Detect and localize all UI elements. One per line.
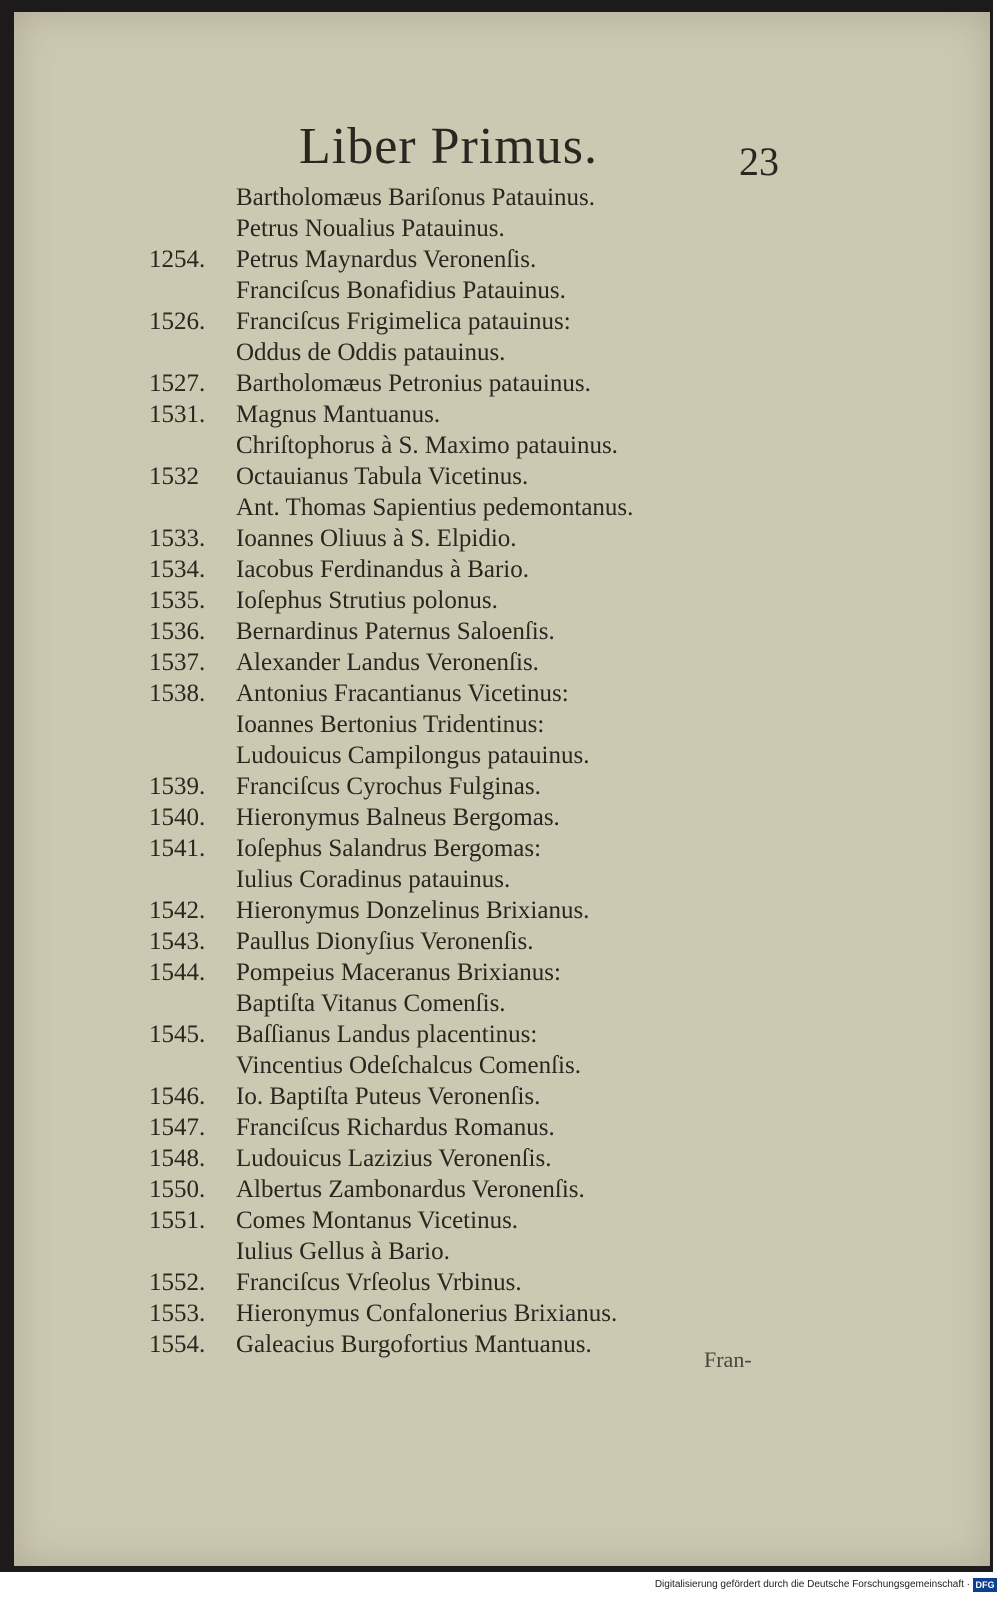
entry-year: 1533. <box>149 525 206 552</box>
entry-name: Petrus Noualius Patauinus. <box>236 215 505 242</box>
entry-name: Alexander Landus Veronenſis. <box>236 649 539 676</box>
digitization-credit: Digitalisierung gefördert durch die Deutsche Forschungsgemeinschaft · <box>654 1579 970 1590</box>
list-item <box>14 740 990 771</box>
entry-name: Hieronymus Confalonerius Brixianus. <box>236 1300 618 1327</box>
entry-year <box>149 275 239 306</box>
list-item <box>14 182 990 213</box>
list-item <box>14 802 990 833</box>
dfg-logo[interactable]: DFG <box>973 1578 997 1592</box>
entry-name: Albertus Zambonardus Veronenſis. <box>236 1176 585 1203</box>
entry-name: Iulius Gellus à Bario. <box>236 1238 450 1265</box>
entry-year: 1542. <box>149 897 206 924</box>
entry-name: Octauianus Tabula Vicetinus. <box>236 463 529 490</box>
entry-name: Petrus Maynardus Veronenſis. <box>236 246 537 273</box>
list-item <box>14 1267 990 1298</box>
list-item <box>14 1236 990 1267</box>
entry-name: Galeacius Burgofortius Mantuanus. <box>236 1331 592 1358</box>
list-item <box>14 461 990 492</box>
entry-name: Iacobus Ferdinandus à Bario. <box>236 556 529 583</box>
list-item <box>14 988 990 1019</box>
list-item <box>14 1329 990 1360</box>
entry-year: 1550. <box>149 1176 206 1203</box>
entry-year <box>149 1236 239 1267</box>
entry-year <box>149 213 239 244</box>
list-item <box>14 895 990 926</box>
entry-list <box>14 182 990 1360</box>
entry-name: Ioannes Oliuus à S. Elpidio. <box>236 525 517 552</box>
list-item <box>14 368 990 399</box>
entry-year: 1547. <box>149 1114 206 1141</box>
list-item <box>14 1081 990 1112</box>
entry-year: 1539. <box>149 773 206 800</box>
entry-name: Antonius Fracantianus Vicetinus: <box>236 680 569 707</box>
list-item <box>14 926 990 957</box>
list-item <box>14 1298 990 1329</box>
entry-name: Magnus Mantuanus. <box>236 401 441 428</box>
list-item <box>14 523 990 554</box>
list-item <box>14 957 990 988</box>
entry-name: Ludouicus Campilongus patauinus. <box>236 742 590 769</box>
list-item <box>14 771 990 802</box>
entry-year: 1548. <box>149 1145 206 1172</box>
list-item <box>14 430 990 461</box>
entry-name: Ioannes Bertonius Tridentinus: <box>236 711 545 738</box>
entry-year <box>149 709 239 740</box>
list-item <box>14 1050 990 1081</box>
list-item <box>14 616 990 647</box>
list-item <box>14 275 990 306</box>
list-item <box>14 306 990 337</box>
entry-year: 1534. <box>149 556 206 583</box>
entry-year: 1538. <box>149 680 206 707</box>
list-item <box>14 399 990 430</box>
list-item <box>14 337 990 368</box>
catchword: Fran- <box>704 1347 752 1372</box>
entry-year: 1546. <box>149 1083 206 1110</box>
entry-year: 1532 <box>149 463 199 490</box>
entry-year: 1545. <box>149 1021 206 1048</box>
list-item <box>14 244 990 275</box>
entry-name: Baptiſta Vitanus Comenſis. <box>236 990 506 1017</box>
list-item <box>14 585 990 616</box>
entry-name: Franciſcus Richardus Romanus. <box>236 1114 555 1141</box>
entry-name: Franciſcus Frigimelica patauinus: <box>236 308 571 335</box>
entry-year: 1540. <box>149 804 206 831</box>
entry-name: Bartholomæus Bariſonus Patauinus. <box>236 184 596 211</box>
entry-year: 1526. <box>149 308 206 335</box>
entry-year <box>149 988 239 1019</box>
list-item <box>14 833 990 864</box>
entry-name: Franciſcus Bonafidius Patauinus. <box>236 277 566 304</box>
page-title: Liber Primus. <box>299 118 598 175</box>
list-item <box>14 678 990 709</box>
list-item <box>14 554 990 585</box>
list-item <box>14 709 990 740</box>
entry-year: 1527. <box>149 370 206 397</box>
entry-year: 1543. <box>149 928 206 955</box>
entry-year: 1536. <box>149 618 206 645</box>
list-item <box>14 492 990 523</box>
entry-year: 1552. <box>149 1269 206 1296</box>
entry-name: Pompeius Maceranus Brixianus: <box>236 959 561 986</box>
list-item <box>14 1112 990 1143</box>
list-item <box>14 647 990 678</box>
entry-name: Vincentius Odeſchalcus Comenſis. <box>236 1052 581 1079</box>
entry-year: 1553. <box>149 1300 206 1327</box>
entry-name: Paullus Dionyſius Veronenſis. <box>236 928 534 955</box>
entry-name: Oddus de Oddis patauinus. <box>236 339 506 366</box>
page-number: 23 <box>739 139 779 184</box>
entry-name: Bartholomæus Petronius patauinus. <box>236 370 591 397</box>
list-item <box>14 864 990 895</box>
list-item <box>14 1143 990 1174</box>
list-item <box>14 1174 990 1205</box>
entry-name: Ioſephus Salandrus Bergomas: <box>236 835 542 862</box>
entry-year: 1554. <box>149 1331 206 1358</box>
entry-name: Franciſcus Cyrochus Fulginas. <box>236 773 541 800</box>
entry-year: 1544. <box>149 959 206 986</box>
entry-year <box>149 492 239 523</box>
list-item <box>14 213 990 244</box>
entry-year: 1535. <box>149 587 206 614</box>
entry-name: Hieronymus Donzelinus Brixianus. <box>236 897 590 924</box>
entry-year: 1531. <box>149 401 206 428</box>
entry-name: Baſſianus Landus placentinus: <box>236 1021 538 1048</box>
entry-year <box>149 182 239 213</box>
entry-name: Bernardinus Paternus Saloenſis. <box>236 618 555 645</box>
entry-year: 1541. <box>149 835 206 862</box>
list-item <box>14 1019 990 1050</box>
entry-name: Chriſtophorus à S. Maximo patauinus. <box>236 432 618 459</box>
entry-name: Iulius Coradinus patauinus. <box>236 866 511 893</box>
entry-year <box>149 864 239 895</box>
entry-name: Hieronymus Balneus Bergomas. <box>236 804 560 831</box>
entry-year <box>149 430 239 461</box>
entry-name: Ludouicus Lazizius Veronenſis. <box>236 1145 552 1172</box>
entry-name: Franciſcus Vrſeolus Vrbinus. <box>236 1269 522 1296</box>
book-page <box>14 12 990 1566</box>
entry-year <box>149 740 239 771</box>
entry-year: 1551. <box>149 1207 206 1234</box>
entry-name: Ioſephus Strutius polonus. <box>236 587 498 614</box>
entry-name: Comes Montanus Vicetinus. <box>236 1207 519 1234</box>
entry-year <box>149 1050 239 1081</box>
entry-name: Ant. Thomas Sapientius pedemontanus. <box>236 494 634 521</box>
entry-year: 1537. <box>149 649 206 676</box>
entry-year <box>149 337 239 368</box>
entry-year: 1254. <box>149 246 206 273</box>
list-item <box>14 1205 990 1236</box>
entry-name: Io. Baptiſta Puteus Veronenſis. <box>236 1083 541 1110</box>
